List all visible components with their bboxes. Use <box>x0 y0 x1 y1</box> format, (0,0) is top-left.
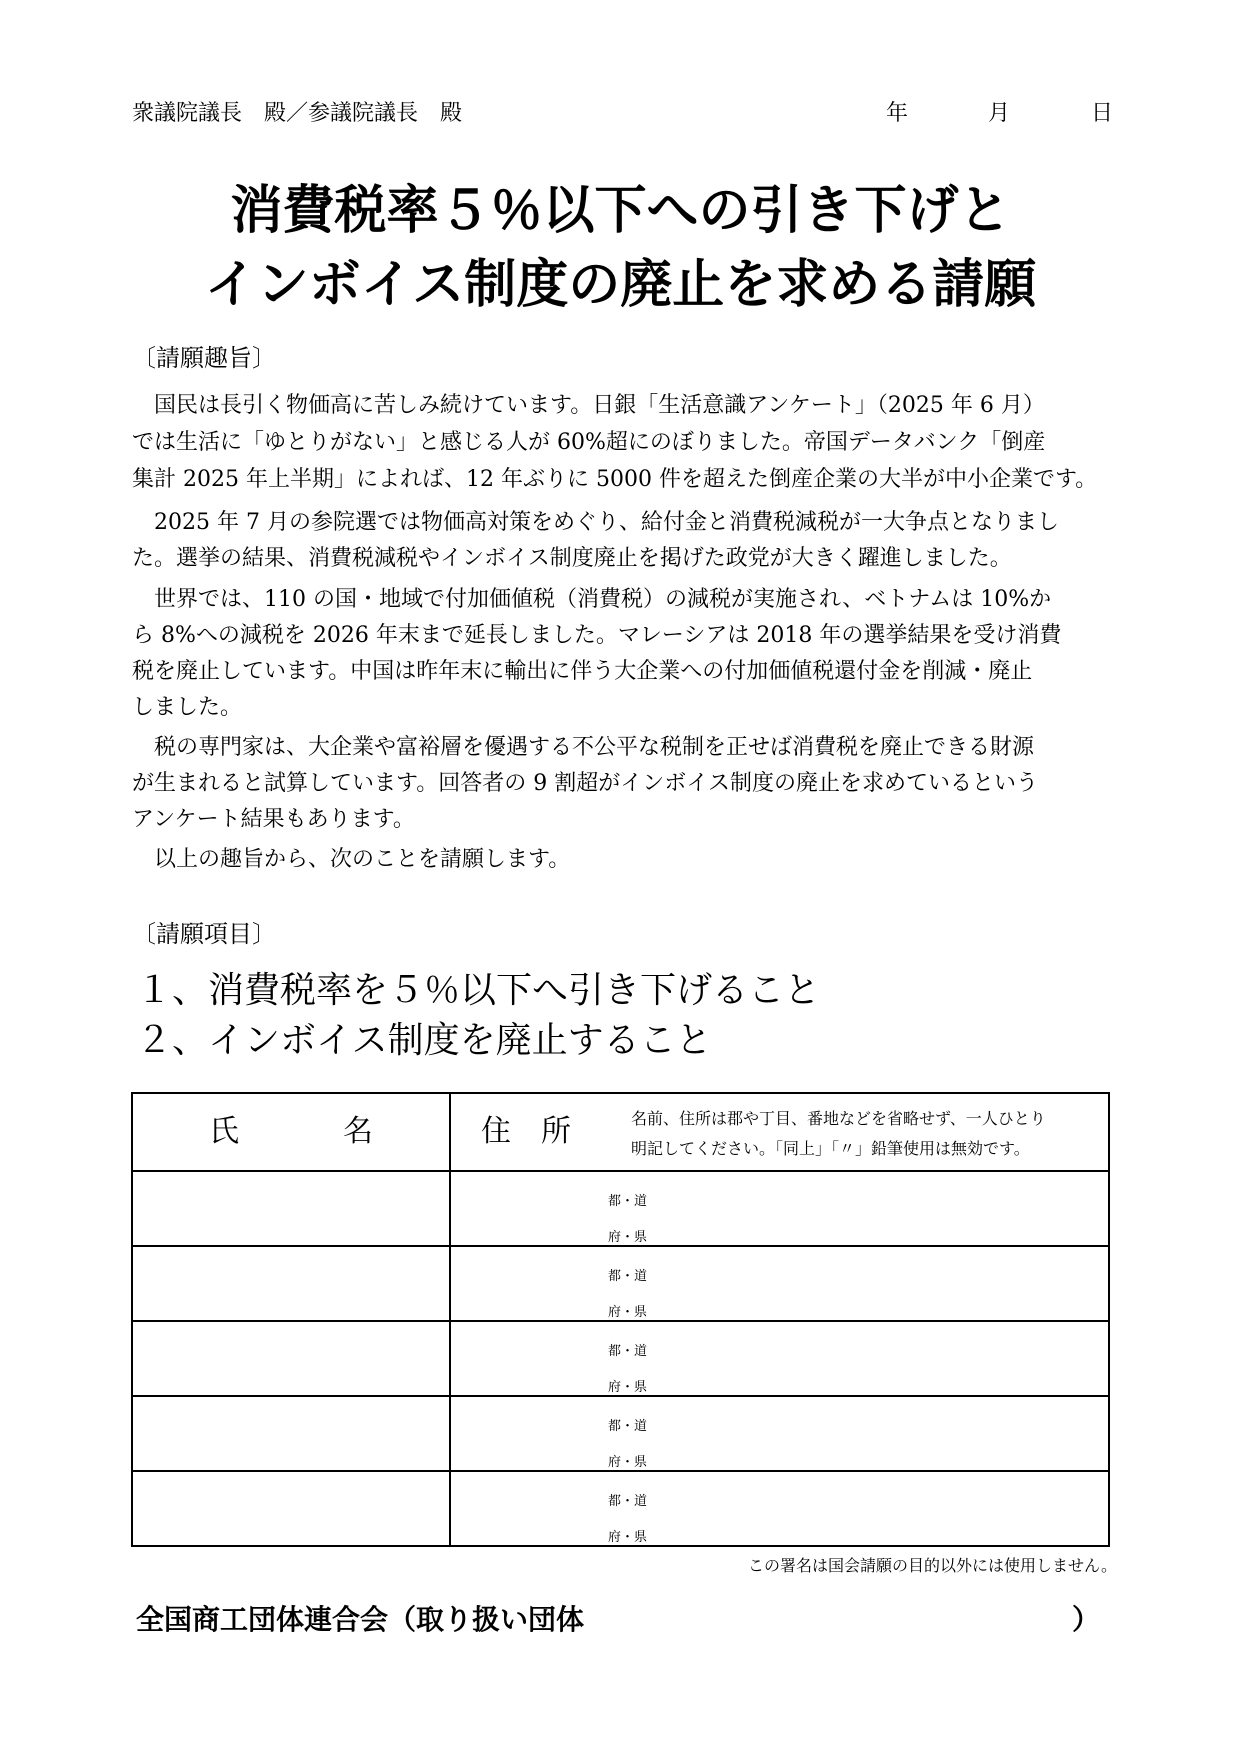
purpose-line: ら 8%への減税を 2026 年末まで延長しました。マレーシアは 2018 年の選挙結果を受け消費 <box>132 623 1062 648</box>
addressee: 衆議院議長 殿／参議院議長 殿 <box>132 101 463 126</box>
organization-label: 全国商工団体連合会（取り扱い団体 <box>136 1603 585 1636</box>
signature-row <box>132 1471 1109 1546</box>
title-line-1: 消費税率５％以下への引き下げと <box>230 181 1011 241</box>
purpose-heading: 〔請願趣旨〕 <box>132 344 276 372</box>
purpose-line: 税を廃止しています。中国は昨年末に輸出に伴う大企業への付加価値税還付金を削減・廃止 <box>132 659 1033 684</box>
signature-row <box>132 1246 1109 1321</box>
petition-item-2: ２、インボイス制度を廃止すること <box>136 1020 712 1061</box>
name-cell[interactable] <box>132 1396 450 1471</box>
address-cell[interactable] <box>450 1396 1109 1471</box>
petition-item-1: １、消費税率を５％以下へ引き下げること <box>136 970 821 1011</box>
prefecture-label-2: 府・県 <box>608 1230 648 1245</box>
purpose-line: た。選挙の結果、消費税減税やインボイス制度廃止を掲げた政党が大きく躍進しました。 <box>132 546 1012 571</box>
purpose-line: 国民は長引く物価高に苦しみ続けています。日銀「生活意識アンケート」（2025 年 6 月） <box>132 393 1045 418</box>
name-header-char-1: 氏 <box>209 1114 239 1149</box>
name-cell[interactable] <box>132 1471 450 1546</box>
signature-instructions-note: 名前、住所は郡や丁目、番地などを省略せず、一人ひとり明記してください。「同上」「〃」鉛筆使用は無効です。 <box>631 1104 1051 1164</box>
signature-row <box>132 1396 1109 1471</box>
prefecture-label-1: 都・道 <box>608 1494 648 1509</box>
name-cell[interactable] <box>132 1321 450 1396</box>
prefecture-label-1: 都・道 <box>608 1344 648 1359</box>
signature-row <box>132 1321 1109 1396</box>
signature-table-header <box>132 1093 1109 1171</box>
address-column-header <box>450 1093 1109 1171</box>
address-cell[interactable] <box>450 1471 1109 1546</box>
name-column-header <box>132 1093 450 1171</box>
purpose-line: しました。 <box>132 695 243 720</box>
name-header-char-2: 名 <box>343 1114 373 1149</box>
privacy-footnote: この署名は国会請願の目的以外には使用しません。 <box>748 1556 1117 1575</box>
purpose-line: 集計 2025 年上半期」によれば、12 年ぶりに 5000 件を超えた倒産企業の大半が中小企業です。 <box>132 467 1098 492</box>
prefecture-label-2: 府・県 <box>608 1530 648 1545</box>
prefecture-label-2: 府・県 <box>608 1455 648 1470</box>
address-header-label <box>481 1094 571 1170</box>
items-heading: 〔請願項目〕 <box>132 920 276 948</box>
purpose-line: 2025 年 7 月の参院選では物価高対策をめぐり、給付金と消費税減税が一大争点となりまし <box>132 510 1059 535</box>
purpose-line: 世界では、110 の国・地域で付加価値税（消費税）の減税が実施され、ベトナムは 10%か <box>132 587 1052 612</box>
prefecture-label-2: 府・県 <box>608 1305 648 1320</box>
name-cell[interactable] <box>132 1171 450 1246</box>
signature-row <box>132 1171 1109 1246</box>
signature-table <box>131 1092 1110 1547</box>
prefecture-label-1: 都・道 <box>608 1194 648 1209</box>
purpose-line: 税の専門家は、大企業や富裕層を優遇する不公平な税制を正せば消費税を廃止できる財源 <box>132 735 1035 760</box>
date-day-label: 日 <box>1091 101 1114 126</box>
address-cell[interactable] <box>450 1246 1109 1321</box>
purpose-line: では生活に「ゆとりがない」と感じる人が 60%超にのぼりました。帝国データバンク「倒産 <box>132 430 1046 455</box>
prefecture-label-1: 都・道 <box>608 1269 648 1284</box>
purpose-line: が生まれると試算しています。回答者の 9 割超がインボイス制度の廃止を求めているという <box>132 771 1039 796</box>
date-year-label: 年 <box>886 101 909 126</box>
address-header-char-1: 住 <box>481 1114 511 1149</box>
organization-close-paren: ） <box>1072 1603 1101 1636</box>
date-month-label: 月 <box>988 101 1011 126</box>
address-header-char-2: 所 <box>541 1114 571 1149</box>
purpose-line: アンケート結果もあります。 <box>132 807 415 832</box>
address-cell[interactable] <box>450 1321 1109 1396</box>
address-cell[interactable] <box>450 1171 1109 1246</box>
name-cell[interactable] <box>132 1246 450 1321</box>
prefecture-label-1: 都・道 <box>608 1419 648 1434</box>
title-line-2: インボイス制度の廃止を求める請願 <box>204 255 1037 315</box>
purpose-line: 以上の趣旨から、次のことを請願します。 <box>132 847 571 872</box>
prefecture-label-2: 府・県 <box>608 1380 648 1395</box>
